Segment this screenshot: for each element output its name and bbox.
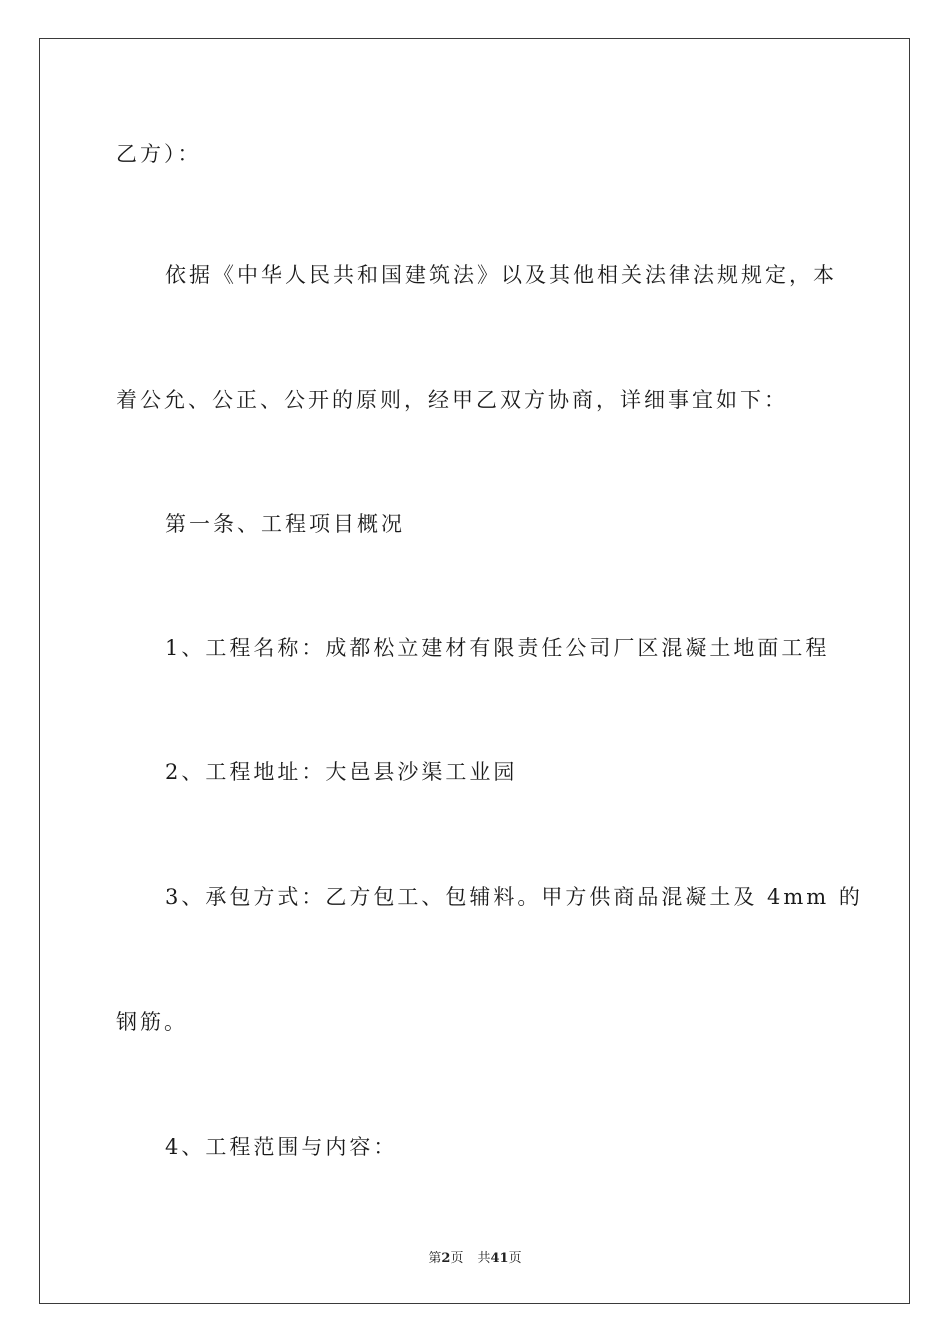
page-border xyxy=(39,38,910,1304)
paragraph-line: 4、工程范围与内容： xyxy=(165,1135,398,1159)
section-heading: 第一条、工程项目概况 xyxy=(165,512,405,536)
page-suffix: 页 xyxy=(450,1251,464,1266)
page-prefix: 第 xyxy=(428,1251,442,1266)
total-prefix: 共 xyxy=(477,1251,491,1266)
total-suffix: 页 xyxy=(508,1251,522,1266)
total-pages: 41 xyxy=(490,1251,509,1266)
paragraph-line: 2、工程地址：大邑县沙渠工业园 xyxy=(165,760,518,784)
paragraph-line: 乙方）： xyxy=(116,142,202,166)
paragraph-line: 着公允、公正、公开的原则，经甲乙双方协商，详细事宜如下： xyxy=(116,388,788,412)
paragraph-line: 依据《中华人民共和国建筑法》以及其他相关法律法规规定，本 xyxy=(165,263,837,287)
paragraph-line: 钢筋。 xyxy=(116,1010,188,1034)
paragraph-line: 1、工程名称：成都松立建材有限责任公司厂区混凝土地面工程 xyxy=(165,636,830,660)
page-footer xyxy=(0,1250,950,1268)
page-number: 2 xyxy=(441,1251,451,1266)
paragraph-line: 3、承包方式：乙方包工、包辅料。甲方供商品混凝土及 4mm 的 xyxy=(165,885,863,909)
